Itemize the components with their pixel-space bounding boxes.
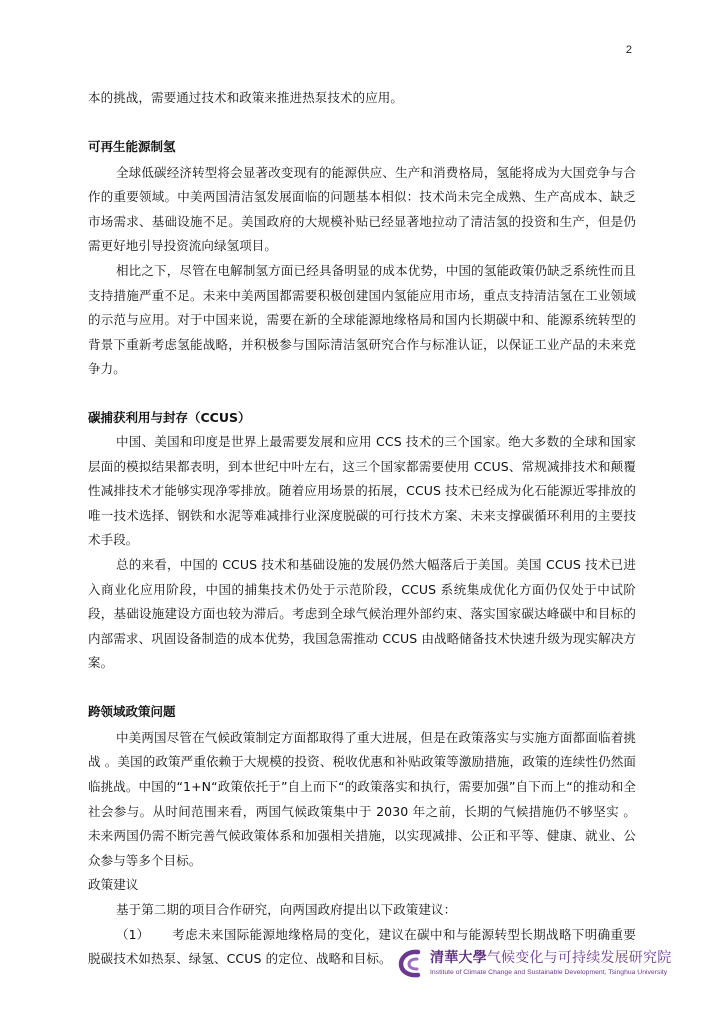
ccus-paragraph-1: 中国、美国和印度是世界上最需要发展和应用 CCS 技术的三个国家。绝大多数的全球和国家层面的模拟结果都表明，到本世纪中叶左右，这三个国家都需要使用 CCUS、常规减排技术和颠覆性减排技术才能够实现净零排放。随着应用场景的拓展，CCUS 技术已经成为化石能源近零排放的唯一技术选择、钢铁和水泥等难减排行业深度脱碳的可行技术方案、未来支撑碳循环利用的主要技术手段。 <box>88 433 636 548</box>
section-heading-ccus: 碳捕获利用与封存（CCUS） <box>88 409 251 425</box>
institute-logo-icon <box>398 948 424 978</box>
institute-name-text: 气候变化与可持续发展研究院 <box>486 950 672 966</box>
recommendation-item-1-text: 考虑未来国际能源地缘格局的变化，建议在碳中和与能源转型长期战略下明确重要脱碳技术如热泵、绿氢、CCUS 的定位、战略和目标。 <box>88 926 636 967</box>
section-heading-hydrogen: 可再生能源制氢 <box>88 138 176 154</box>
university-seal-text: 清華大學 <box>430 950 487 966</box>
crossdomain-paragraph-1: 中美两国尽管在气候政策制定方面都取得了重大进展，但是在政策落实与实施方面都面临着挑战 。美国的政策严重依赖于大规模的投资、税收优惠和补贴政策等激励措施，政策的连续性仍然面临挑战。中国的“1+N“政策依托于”自上而下“的政策落实和执行，需要加强”自下而上“的推动和全社会参与。从时间范围来看，两国气候政策集中于 2030 年之前，长期的气候措施仍不够坚实 。未来两国仍需不断完善气候政策体系和加强相关措施，以实现减排、公正和平等、健康、就业、公众参与等多个目标。 <box>88 729 636 868</box>
institute-name-cn <box>430 947 671 967</box>
recommendation-item-1-number: （1） <box>116 926 150 942</box>
institute-name-en: Institute of Climate Change and Sustainable Development, Tsinghua University <box>430 969 668 976</box>
recommendations-label: 政策建议 <box>88 877 139 893</box>
hydrogen-paragraph-1: 全球低碳经济转型将会显著改变现有的能源供应、生产和消费格局，氢能将成为大国竞争与合作的重要领域。中美两国清洁氢发展面临的问题基本相似：技术尚未完全成熟、生产高成本、缺乏市场需求、基础设施不足。美国政府的大规模补贴已经显著地拉动了清洁氢的投资和生产，但是仍需更好地引导投资流向绿氢项目。 <box>88 164 636 254</box>
document-body <box>88 86 636 972</box>
recommendations-intro: 基于第二期的项目合作研究，向两国政府提出以下政策建议： <box>116 902 457 918</box>
intro-paragraph: 本的挑战，需要通过技术和政策来推进热泵技术的应用。 <box>88 90 404 105</box>
ccus-paragraph-2: 总的来看，中国的 CCUS 技术和基础设施的发展仍然大幅落后于美国。美国 CCUS 技术已进入商业化应用阶段，中国的捕集技术仍处于示范阶段，CCUS 系统集成优化方面仍仅处于中试阶段，基础设施建设方面也较为滞后。考虑到全球气候治理外部约束、落实国家碳达峰碳中和目标的内部需求、巩固设备制造的成本优势，我国急需推动 CCUS 由战略储备技术快速升级为现实解决方案。 <box>88 556 636 671</box>
institute-logo <box>398 944 672 988</box>
section-heading-crossdomain: 跨领域政策问题 <box>88 703 176 719</box>
hydrogen-paragraph-2: 相比之下，尽管在电解制氢方面已经具备明显的成本优势，中国的氢能政策仍缺乏系统性而且支持措施严重不足。未来中美两国都需要积极创建国内氢能应用市场，重点支持清洁氢在工业领域的示范与应用。对于中国来说，需要在新的全球能源地缘格局和国内长期碳中和、能源系统转型的背景下重新考虑氢能战略，并积极参与国际清洁氢研究合作与标准认证，以保证工业产品的未来竞争力。 <box>88 262 636 377</box>
page-number: 2 <box>625 44 632 56</box>
